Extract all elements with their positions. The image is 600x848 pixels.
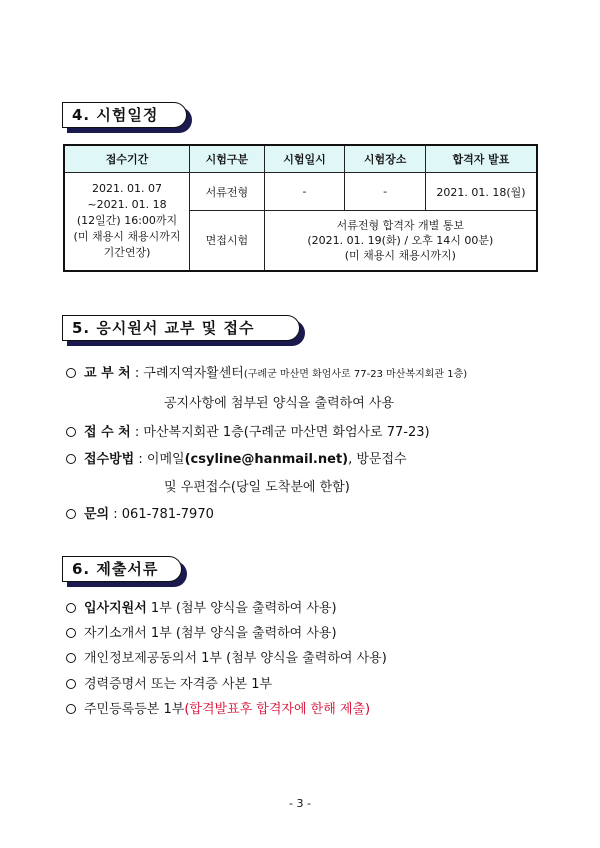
distributor-name: 구례지역자활센터: [143, 366, 244, 381]
document-item: [66, 698, 370, 717]
inquiry-line: 문의 : 061-781-7970: [66, 503, 214, 522]
section-4-heading: [62, 102, 187, 128]
method-email-prefix: 이메일: [146, 452, 185, 467]
circle-bullet-icon: [66, 427, 76, 437]
type-cell: 서류전형: [190, 173, 265, 211]
reception-line: (12일간) 16:00까지: [76, 214, 178, 228]
receiver-value: 마산복지회관 1층(구례군 마산면 화엄사로 77-23): [143, 425, 430, 440]
announce-cell: 2021. 01. 18(월): [425, 173, 537, 211]
reception-line: ~2021. 01. 18: [87, 198, 167, 212]
document-item: [66, 673, 272, 692]
distributor-address: (구례군 마산면 화엄사로 77-23 마산복지회관 1층): [243, 369, 468, 380]
document-item-text: 주민등록등본 1부: [84, 702, 185, 717]
circle-bullet-icon: [66, 603, 76, 613]
datetime-cell: -: [264, 173, 345, 211]
document-item-red-note: (합격발표후 합격자에 한해 제출): [184, 702, 371, 717]
reception-line: (미 채용시 채용시까지: [73, 230, 181, 244]
document-item-text: 자기소개서 1부 (첨부 양식을 출력하여 사용): [84, 626, 337, 641]
distributor-label: 교 부 처: [84, 366, 131, 381]
notice-line: (미 채용시 채용시까지): [344, 248, 456, 262]
section-6-title: 6. 제출서류: [62, 556, 182, 582]
circle-bullet-icon: [66, 454, 76, 464]
header-reception: 접수기간: [64, 145, 190, 173]
distributor-note: 공지사항에 첨부된 양식을 출력하여 사용: [164, 396, 395, 411]
reception-line: 2021. 01. 07: [92, 182, 162, 196]
circle-bullet-icon: [66, 679, 76, 689]
reception-period-cell: [64, 173, 190, 271]
inquiry-label: 문의: [84, 507, 110, 522]
method-note: 및 우편접수(당일 도착분에 한함): [164, 480, 350, 495]
circle-bullet-icon: [66, 509, 76, 519]
circle-bullet-icon: [66, 628, 76, 638]
table-header-row: [64, 145, 537, 173]
header-announce: 합격자 발표: [425, 145, 537, 173]
circle-bullet-icon: [66, 368, 76, 378]
method-email: (csyline@hanmail.net): [184, 452, 349, 467]
document-item: [66, 597, 337, 616]
inquiry-value: 061-781-7970: [121, 507, 214, 522]
header-datetime: 시험일시: [264, 145, 345, 173]
section-6-heading: [62, 556, 182, 582]
notice-line: (2021. 01. 19(화) / 오후 14시 00분): [307, 233, 494, 247]
document-item-bold: 입사지원서: [84, 601, 147, 616]
document-item: [66, 622, 337, 641]
header-place: 시험장소: [345, 145, 426, 173]
schedule-table: [63, 144, 538, 272]
interview-notice-cell: [264, 211, 537, 271]
header-type: 시험구분: [190, 145, 265, 173]
table-row: [64, 173, 537, 211]
circle-bullet-icon: [66, 653, 76, 663]
section-5-heading: [62, 315, 300, 341]
notice-line: 서류전형 합격자 개별 통보: [336, 218, 465, 232]
receiver-line: 접 수 처 : 마산복지회관 1층(구례군 마산면 화엄사로 77-23): [66, 421, 430, 440]
document-item: [66, 647, 387, 666]
section-4-title: 4. 시험일정: [62, 102, 187, 128]
method-rest: , 방문접수: [348, 452, 407, 467]
type-cell: 면접시험: [190, 211, 265, 271]
receiver-label: 접 수 처: [84, 425, 131, 440]
document-item-text: 1부 (첨부 양식을 출력하여 사용): [146, 601, 337, 616]
circle-bullet-icon: [66, 704, 76, 714]
method-line: 접수방법 : 이메일(csyline@hanmail.net), 방문접수: [66, 448, 407, 467]
distributor-line: 교 부 처 : 구례지역자활센터(구례군 마산면 화엄사로 77-23 마산복지회관 1층): [66, 362, 467, 381]
place-cell: -: [345, 173, 426, 211]
reception-line: 기간연장): [103, 246, 151, 260]
method-label: 접수방법: [84, 452, 135, 467]
section-5-title: 5. 응시원서 교부 및 접수: [62, 315, 300, 341]
page-number: - 3 -: [289, 797, 311, 810]
document-item-text: 개인정보제공동의서 1부 (첨부 양식을 출력하여 사용): [84, 651, 387, 666]
document-item-text: 경력증명서 또는 자격증 사본 1부: [84, 677, 273, 692]
